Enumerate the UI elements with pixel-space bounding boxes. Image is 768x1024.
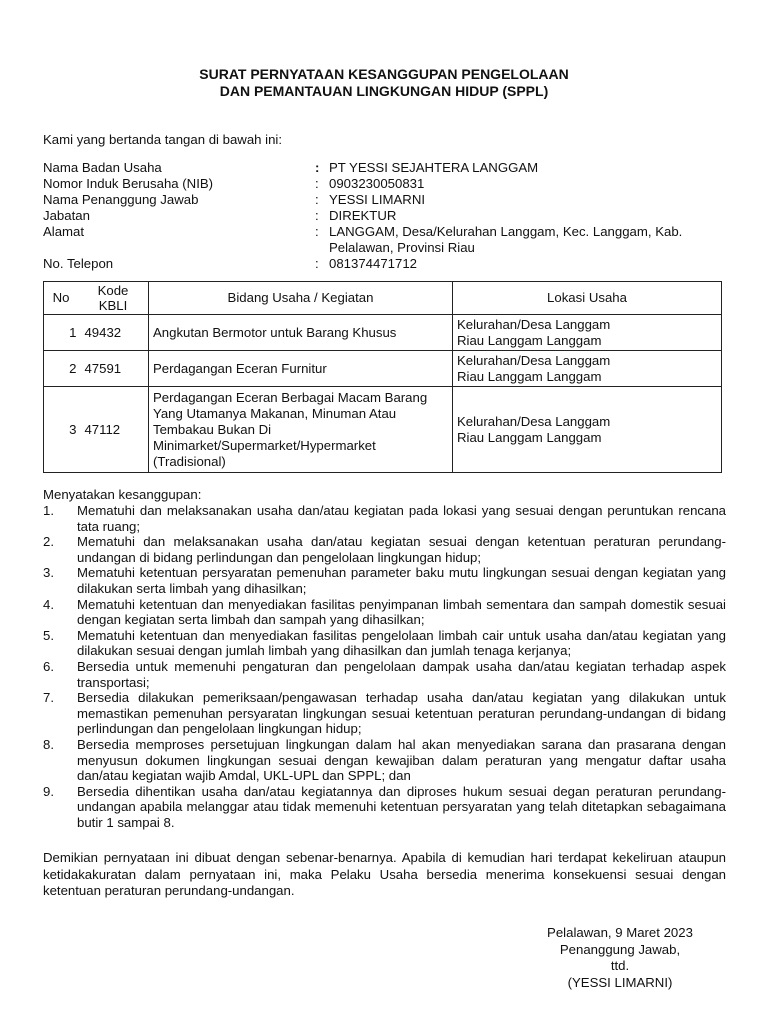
- row-kode: 49432: [80, 315, 148, 351]
- identity-label: Nama Badan Usaha: [43, 160, 162, 175]
- declaration-heading: Menyatakan kesanggupan:: [43, 487, 202, 502]
- identity-colon: :: [315, 176, 319, 191]
- item-number: 1.: [43, 503, 54, 518]
- list-item: [43, 565, 726, 596]
- identity-value: YESSI LIMARNI: [329, 192, 426, 207]
- header-bidang: Bidang Usaha / Kegiatan: [149, 282, 453, 315]
- row-lokasi-line2: Riau Langgam Langgam: [457, 332, 602, 348]
- row-lokasi-line1: Kelurahan/Desa Langgam: [457, 352, 611, 368]
- signature-place-date: Pelalawan, 9 Maret 2023: [547, 925, 693, 940]
- identity-label: No. Telepon: [43, 256, 114, 271]
- row-kode: 47591: [80, 351, 148, 387]
- table-row: [44, 351, 722, 387]
- item-number: 3.: [43, 565, 54, 581]
- intro-text: Kami yang bertanda tangan di bawah ini:: [43, 132, 283, 147]
- list-item: [43, 534, 726, 565]
- item-text: Bersedia dihentikan usaha dan/atau kegiatannya dan diproses hukum sesuai degan peraturan perundang-undangan apabila melanggar atau tidak memenuhi ketentuan persyaratan yang telah ditetapkan sebagaimana butir 1 sampai 8.: [77, 783, 726, 830]
- row-bidang: Angkutan Bermotor untuk Barang Khusus: [149, 315, 453, 351]
- item-number: 9.: [43, 783, 54, 799]
- item-text: Mematuhi ketentuan persyaratan pemenuhan parameter baku mutu lingkungan sesuai dengan kegiatan yang dilakukan serta limbah yang dihasilkan;: [77, 565, 726, 596]
- row-lokasi-line2: Riau Langgam Langgam: [457, 429, 602, 445]
- item-text: Bersedia memproses persetujuan lingkungan dalam hal akan menyediakan sarana dan prasarana dengan menyusun dokumen lingkungan sesuai dengan kewajiban dalam peraturan yang mengatur daftar usaha dan/atau kegiatan wajib Amdal, UKL-UPL dan SPPL; dan: [77, 736, 726, 784]
- identity-colon: :: [315, 256, 319, 271]
- item-text: Mematuhi ketentuan dan menyediakan fasilitas pengelolaan limbah cair untuk usaha dan/atau kegiatan yang dilakukan sesuai dengan jumlah limbah yang dihasilkan dan jumlah tenaga kerjanya;: [77, 627, 726, 659]
- row-lokasi: [453, 315, 722, 351]
- identity-row: [43, 176, 729, 192]
- identity-label: Alamat: [43, 224, 85, 239]
- table-header-row: [44, 282, 722, 315]
- row-no: 1: [44, 315, 81, 351]
- item-text: Bersedia dilakukan pemeriksaan/pengawasan terhadap usaha dan/atau kegiatan yang dilakukan untuk memastikan pemenuhan persyaratan lingkungan sesuai ketentuan peraturan perundang-undangan di bidang perlindungan dan pengelolaan lingkungan hidup;: [77, 690, 726, 737]
- identity-colon: :: [315, 208, 319, 223]
- signature-role: Penanggung Jawab,: [559, 941, 681, 957]
- identity-row: [43, 256, 729, 272]
- signature-block: [520, 925, 720, 991]
- identity-value: PT YESSI SEJAHTERA LANGGAM: [329, 160, 539, 175]
- header-no-kode: [44, 282, 149, 315]
- table-row: [44, 315, 722, 351]
- identity-colon: :: [315, 160, 320, 175]
- item-text: Bersedia untuk memenuhi pengaturan dan pengelolaan dampak usaha dan/atau kegiatan terhadap aspek transportasi;: [77, 658, 726, 690]
- list-item: [43, 628, 726, 659]
- item-number: 6.: [43, 658, 54, 674]
- signature-ttd: ttd.: [610, 958, 630, 973]
- identity-value: 081374471712: [329, 256, 418, 271]
- item-number: 5.: [43, 627, 54, 643]
- header-kode-line1: Kode: [97, 283, 129, 298]
- item-text: Mematuhi dan melaksanakan usaha dan/atau kegiatan sesuai dengan ketentuan peraturan perundang-undangan di bidang perlindungan dan pengelolaan lingkungan hidup;: [77, 534, 726, 565]
- title-line-1: SURAT PERNYATAAN KESANGGUPAN PENGELOLAAN: [199, 66, 569, 82]
- row-bidang: Perdagangan Eceran Berbagai Macam Barang Yang Utamanya Makanan, Minuman Atau Tembakau Bukan Di Minimarket/Supermarket/Hypermarket (Tradisional): [149, 387, 453, 473]
- row-no: 2: [44, 351, 81, 387]
- list-item: [43, 503, 726, 534]
- identity-label: Nomor Induk Berusaha (NIB): [43, 176, 214, 191]
- signature-name: (YESSI LIMARNI): [567, 974, 673, 990]
- identity-value: LANGGAM, Desa/Kelurahan Langgam, Kec. Langgam, Kab. Pelalawan, Provinsi Riau: [329, 224, 683, 255]
- header-kode-line2: KBLI: [98, 298, 128, 313]
- row-lokasi-line2: Riau Langgam Langgam: [457, 368, 602, 384]
- row-lokasi-line1: Kelurahan/Desa Langgam: [457, 316, 611, 332]
- identity-label: Nama Penanggung Jawab: [43, 192, 199, 207]
- identity-row: [43, 224, 729, 256]
- list-item: [43, 737, 726, 784]
- list-item: [43, 659, 726, 690]
- table-row: [44, 387, 722, 473]
- identity-label: Jabatan: [43, 208, 90, 223]
- identity-row: [43, 208, 729, 224]
- identity-row: [43, 192, 729, 208]
- item-number: 4.: [43, 596, 54, 612]
- header-lokasi: Lokasi Usaha: [453, 282, 722, 315]
- header-no: No: [52, 290, 70, 305]
- row-kode: 47112: [80, 387, 148, 473]
- identity-colon: :: [315, 224, 319, 239]
- item-text: Mematuhi ketentuan dan menyediakan fasilitas penyimpanan limbah sementara dan sampah domestik sesuai dengan kegiatan serta limbah dan sampah yang dihasilkan;: [77, 596, 726, 628]
- item-number: 8.: [43, 736, 54, 752]
- document-title: [0, 66, 768, 100]
- kbli-table: [43, 281, 722, 473]
- item-number: 2.: [43, 534, 54, 550]
- row-lokasi-line1: Kelurahan/Desa Langgam: [457, 413, 611, 429]
- header-kode: [78, 283, 148, 313]
- identity-block: [43, 160, 729, 272]
- row-lokasi: [453, 387, 722, 473]
- list-item: [43, 690, 726, 737]
- declaration-list: [43, 503, 726, 830]
- closing-paragraph: Demikian pernyataan ini dibuat dengan sebenar-benarnya. Apabila di kemudian hari terdapat kekeliruan ataupun ketidakakuratan dalam pernyataan ini, maka Pelaku Usaha bersedia menerima konsekuensi sesuai dengan ketentuan peraturan perundang-undangan.: [43, 850, 726, 898]
- identity-row: [43, 160, 729, 176]
- title-line-2: DAN PEMANTAUAN LINGKUNGAN HIDUP (SPPL): [219, 83, 549, 99]
- list-item: [43, 597, 726, 628]
- item-number: 7.: [43, 690, 54, 706]
- identity-value: DIREKTUR: [329, 208, 397, 223]
- row-lokasi: [453, 351, 722, 387]
- row-no: 3: [44, 387, 81, 473]
- identity-colon: :: [315, 192, 319, 207]
- row-bidang: Perdagangan Eceran Furnitur: [149, 351, 453, 387]
- list-item: [43, 784, 726, 831]
- identity-value: 0903230050831: [329, 176, 425, 191]
- item-text: Mematuhi dan melaksanakan usaha dan/atau kegiatan pada lokasi yang sesuai dengan peruntukan rencana tata ruang;: [77, 503, 726, 534]
